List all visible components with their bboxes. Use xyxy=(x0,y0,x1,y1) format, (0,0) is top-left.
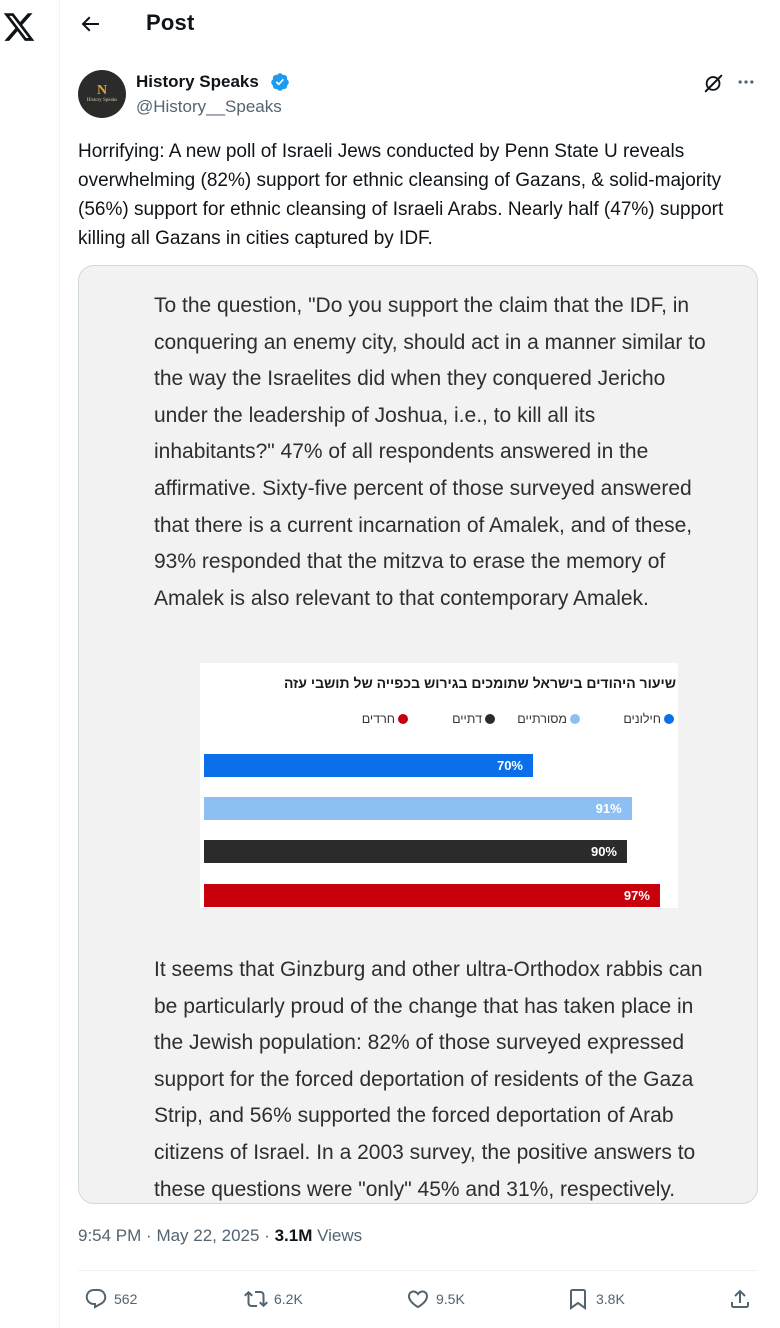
views-label: Views xyxy=(317,1226,363,1245)
chart-bar xyxy=(204,840,627,863)
bookmark-icon xyxy=(566,1287,590,1311)
bar-value-label: 70% xyxy=(496,758,523,773)
chart-bar xyxy=(204,884,660,907)
legend-dot xyxy=(398,714,408,724)
reply-button[interactable] xyxy=(84,1285,137,1313)
back-arrow-icon[interactable] xyxy=(78,12,102,36)
views-count: 3.1M xyxy=(274,1226,313,1245)
image-paragraph-2: It seems that Ginzburg and other ultra-Orthodox rabbis can be particularly proud of the change that has taken place in the Jewish population: 82% of those surveyed expressed support for the forced deportation of residents of the Gaza Strip, and 56% supported the forced deportation of Arab citizens of Israel. In a 2003 survey, the positive answers to these questions were "only" 45% and 31%, respectively. xyxy=(154,958,703,1201)
more-options-icon[interactable] xyxy=(736,72,756,92)
legend-label: חילונים xyxy=(623,712,661,726)
chart-bar xyxy=(204,797,632,820)
post-image[interactable] xyxy=(78,265,758,1204)
heart-icon xyxy=(406,1287,430,1311)
legend-dot xyxy=(570,714,580,724)
post-meta xyxy=(78,1226,362,1246)
post-date[interactable]: May 22, 2025 xyxy=(156,1226,260,1245)
author-display-name[interactable]: History Speaks xyxy=(136,72,259,91)
chart-title: שיעור היהודים בישראל שתומכים בגירוש בכפייה של תושבי עזה xyxy=(284,675,676,691)
legend-label: חרדים xyxy=(361,712,395,726)
like-button[interactable] xyxy=(406,1285,465,1313)
bar-value-label: 90% xyxy=(590,844,617,859)
repost-count: 6.2K xyxy=(274,1291,303,1307)
legend-dot xyxy=(664,714,674,724)
legend-item xyxy=(452,712,495,726)
legend-item xyxy=(623,712,674,726)
post-header xyxy=(60,0,780,50)
repost-button[interactable] xyxy=(244,1285,303,1313)
reply-count: 562 xyxy=(114,1291,138,1307)
tweet-text: Horrifying: A new poll of Israeli Jews conducted by Penn State U reveals overwhelming (82%) support for ethnic cleansing of Gazans, & solid-majority (56%) support for ethnic cleansing of Israeli Arabs. Nearly half (47%) support killing all Gazans in cities captured by IDF. xyxy=(78,141,724,249)
chart-bar xyxy=(204,754,533,777)
meta-separator: · xyxy=(146,1226,157,1245)
bar-chart xyxy=(200,663,678,908)
grok-icon[interactable] xyxy=(703,72,725,94)
divider xyxy=(78,1270,758,1271)
page-title: Post xyxy=(146,10,195,35)
bar-value-label: 91% xyxy=(595,801,622,816)
author-handle[interactable]: @History__Speaks xyxy=(136,97,282,116)
avatar[interactable] xyxy=(78,70,126,118)
image-paragraph-1: To the question, "Do you support the claim that the IDF, in conquering an enemy city, should act in a manner similar to the way the Israelites did when they conquered Jericho under the leadership of Joshua, i.e., to kill all its inhabitants?" 47% of all respondents answered in the affirmative. Sixty-five percent of those surveyed answered that there is a current incarnation of Amalek, and of these, 93% responded that the mitzva to erase the memory of Amalek is also relevant to that contemporary Amalek. xyxy=(154,294,706,610)
share-button[interactable] xyxy=(728,1285,752,1313)
verified-badge-icon[interactable] xyxy=(270,72,290,92)
like-count: 9.5K xyxy=(436,1291,465,1307)
repost-icon xyxy=(244,1287,268,1311)
left-navigation-rail xyxy=(0,0,60,1328)
x-logo-icon[interactable] xyxy=(2,10,36,44)
meta-separator: · xyxy=(264,1226,275,1245)
legend-label: מסורתיים xyxy=(517,712,567,726)
legend-item xyxy=(362,712,408,726)
bar-value-label: 97% xyxy=(623,888,650,903)
legend-item xyxy=(517,712,580,726)
avatar-logo-text: History Speaks xyxy=(86,98,118,103)
bookmark-count: 3.8K xyxy=(596,1291,625,1307)
reply-icon xyxy=(84,1287,108,1311)
post-time[interactable]: 9:54 PM xyxy=(78,1226,142,1245)
avatar-logo-mark: N xyxy=(96,83,108,98)
legend-dot xyxy=(485,714,495,724)
legend-label: דתיים xyxy=(452,712,482,726)
share-icon xyxy=(728,1287,752,1311)
bookmark-button[interactable] xyxy=(566,1285,625,1313)
